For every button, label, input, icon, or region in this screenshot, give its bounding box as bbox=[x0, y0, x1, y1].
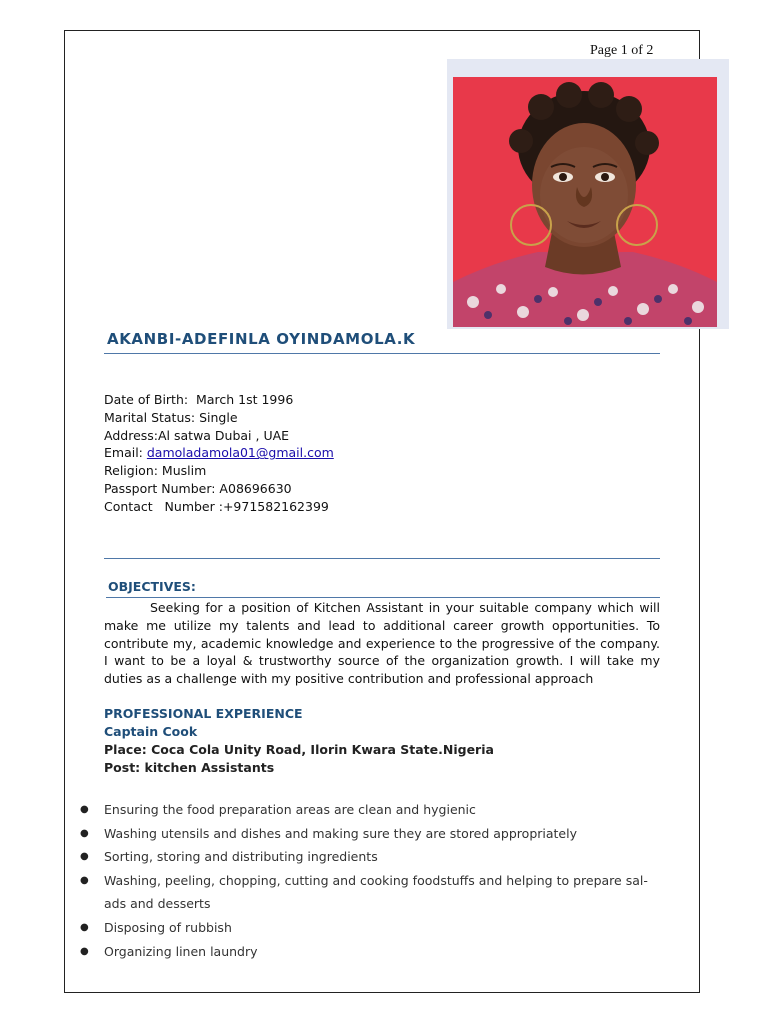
date-of-birth: Date of Birth: March 1st 1996 bbox=[104, 392, 294, 407]
list-item: ● Ensuring the food preparation areas are clean and hygienic bbox=[78, 798, 660, 822]
religion: Religion: Muslim bbox=[104, 463, 207, 479]
objectives-divider bbox=[106, 597, 660, 598]
bullet-icon: ● bbox=[80, 921, 89, 933]
email-link[interactable]: damoladamola01@gmail.com bbox=[146, 445, 334, 461]
list-item: ● Sorting, storing and distributing ingredients bbox=[78, 845, 660, 869]
list-item: ● Washing, peeling, chopping, cutting and cooking foodstuffs and helping to prepare sal- bbox=[78, 869, 660, 893]
address: Address:Al satwa Dubai , UAE bbox=[104, 427, 290, 443]
bullet-icon: ● bbox=[80, 827, 89, 839]
personal-details bbox=[104, 391, 334, 516]
experience-heading: PROFESSIONAL EXPERIENCE bbox=[104, 706, 303, 721]
bullet-icon: ● bbox=[80, 851, 89, 863]
contact-number: Contact Number :+971582162399 bbox=[104, 498, 329, 514]
job-place: Place: Coca Cola Unity Road, Ilorin Kwara State.Nigeria bbox=[104, 742, 494, 757]
list-item: ● Organizing linen laundry bbox=[78, 940, 660, 964]
email-row bbox=[104, 444, 334, 462]
profile-photo bbox=[453, 77, 717, 327]
list-item: ● Washing utensils and dishes and making sure they are stored appropriately bbox=[78, 822, 660, 846]
job-post: Post: kitchen Assistants bbox=[104, 760, 275, 775]
page-number: Page 1 of 2 bbox=[590, 43, 654, 58]
objectives-heading: OBJECTIVES: bbox=[108, 579, 196, 594]
candidate-name: AKANBI-ADEFINLA OYINDAMOLA.K bbox=[107, 330, 416, 348]
objectives-text: Seeking for a position of Kitchen Assistant in your suitable company which will make me utilize my talents and lead to additional career growth opportunities. To contribute my, academic knowledge and experience to the progressive of the company. I want to be a loyal & trustworthy source of the organization growth. I will take my duties as a challenge with my positive contribution and professional approach bbox=[104, 600, 660, 687]
marital-status: Marital Status: Single bbox=[104, 409, 238, 425]
duties-list bbox=[78, 798, 660, 963]
name-divider bbox=[104, 353, 660, 354]
employer-name: Captain Cook bbox=[104, 724, 198, 739]
bullet-icon: ● bbox=[80, 874, 89, 886]
passport-number: Passport Number: A08696630 bbox=[104, 480, 292, 496]
email-label: Email: bbox=[104, 445, 147, 461]
list-item: ● Disposing of rubbish bbox=[78, 916, 660, 940]
section-divider bbox=[104, 558, 660, 559]
bullet-icon: ● bbox=[80, 804, 89, 815]
list-item-continuation: ads and desserts bbox=[104, 896, 211, 912]
photo-frame bbox=[447, 59, 729, 329]
bullet-icon: ● bbox=[80, 945, 89, 957]
